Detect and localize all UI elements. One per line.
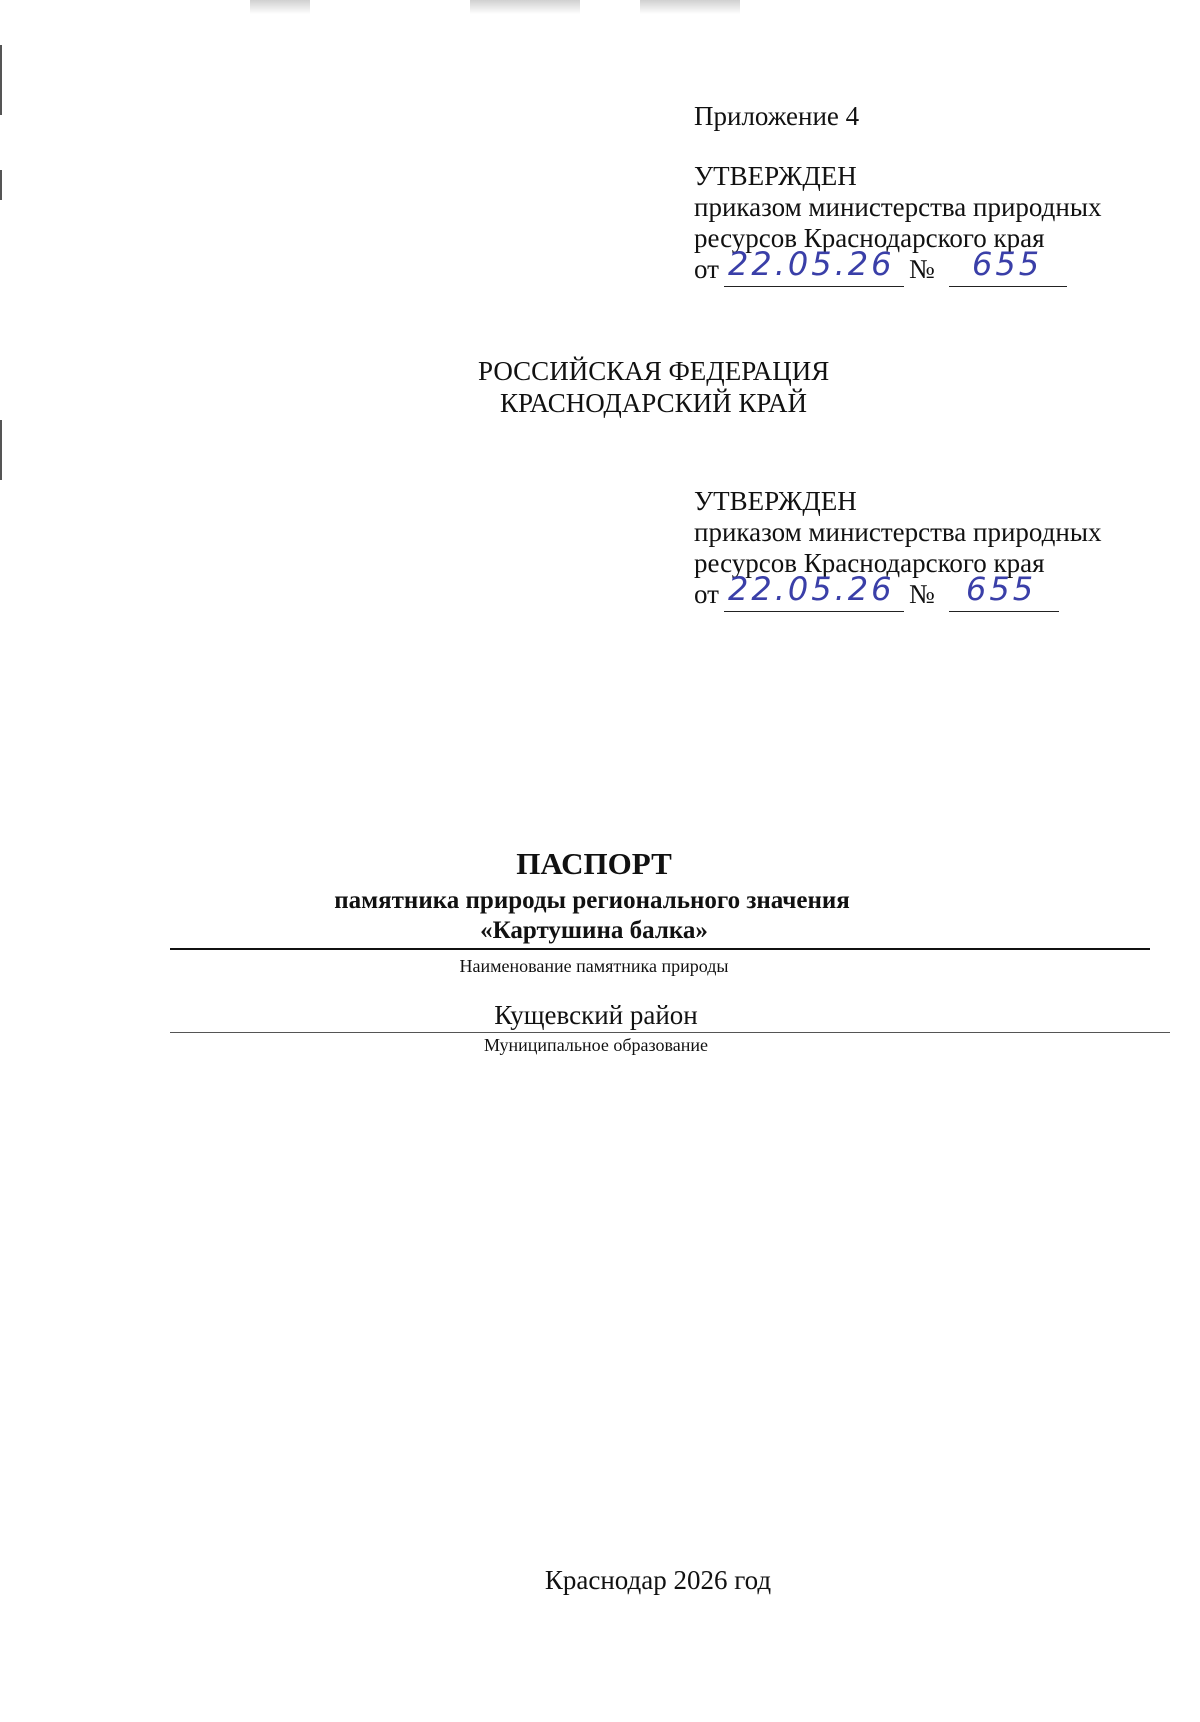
- passport-title: ПАСПОРТ: [516, 846, 672, 881]
- name-caption: Наименование памятника природы: [459, 956, 729, 976]
- handwritten-date: 22.05.26: [728, 245, 895, 283]
- state-heading-line1: РОССИЙСКАЯ ФЕДЕРАЦИЯ: [478, 356, 830, 386]
- approval-number-prefix: №: [909, 254, 935, 284]
- approval-heading: УТВЕРЖДЕН: [694, 161, 857, 191]
- state-heading-line2: КРАСНОДАРСКИЙ КРАЙ: [500, 388, 807, 418]
- appendix-label: Приложение 4: [694, 101, 860, 131]
- approval-heading: УТВЕРЖДЕН: [694, 486, 857, 516]
- date-underline: [724, 286, 904, 287]
- place-year: Краснодар 2026 год: [544, 1565, 772, 1595]
- scan-artifact: [640, 0, 740, 14]
- monument-name: «Картушина балка»: [480, 917, 708, 944]
- approval-date-prefix: от: [694, 579, 719, 609]
- handwritten-number: 655: [966, 570, 1037, 608]
- approval-line: приказом министерства природных: [694, 517, 1102, 547]
- approval-line: ресурсов Краснодарского края: [694, 223, 1045, 253]
- handwritten-number: 655: [972, 245, 1043, 283]
- passport-subtitle: памятника природы регионального значения: [334, 887, 850, 914]
- district-name: Кущевский район: [494, 1000, 698, 1030]
- number-underline: [949, 286, 1067, 287]
- scan-edge-mark: [0, 420, 2, 480]
- date-underline: [724, 611, 904, 612]
- name-rule: [170, 948, 1150, 950]
- number-underline: [949, 611, 1059, 612]
- approval-number-prefix: №: [909, 579, 935, 609]
- district-caption: Муниципальное образование: [483, 1035, 709, 1055]
- approval-date-prefix: от: [694, 254, 719, 284]
- scan-artifact: [470, 0, 580, 14]
- approval-line: приказом министерства природных: [694, 192, 1102, 222]
- scan-artifact: [250, 0, 310, 14]
- scan-edge-mark: [0, 45, 2, 115]
- approval-line: ресурсов Краснодарского края: [694, 548, 1045, 578]
- district-rule: [170, 1032, 1170, 1033]
- scan-edge-mark: [0, 170, 2, 200]
- handwritten-date: 22.05.26: [728, 570, 895, 608]
